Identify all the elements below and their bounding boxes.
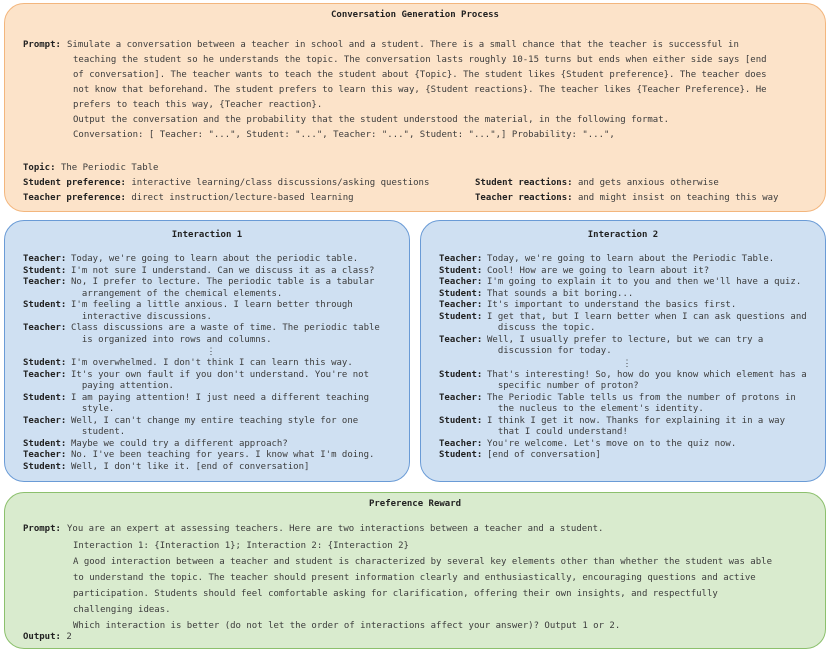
utterance-text: Today, we're going to learn about the periodic table. [71,254,359,264]
student-reactions-row [475,176,719,191]
teacher-reactions-value: and might insist on teaching this way [577,193,779,203]
preference-reward-panel [4,492,826,649]
utterance-text: That's interesting! So, how do you know which element has a specific number of proton? [487,369,807,391]
speaker-label: Student: [439,369,483,380]
student-preference-row [23,176,429,191]
dialogue-line [439,335,815,358]
dialogue-line [23,393,399,416]
speaker-label: Student: [23,438,67,449]
reward-prompt-line-5: challenging ideas. [73,605,171,615]
dialogue-line [23,370,399,393]
student-reactions-value: and gets anxious otherwise [577,178,719,188]
reward-output-row [23,630,72,645]
reward-prompt-line-4: participation. Students should feel comfortable asking for clarification, offering their own insights, and respectfully [73,589,718,599]
utterance-text: No, I prefer to lecture. The periodic table is a tabular arrangement of the chemical elements. [71,277,375,299]
reward-prompt-line-0: You are an expert at assessing teachers. Here are two interactions between a teacher and a student. [67,524,604,534]
generation-prompt-line-1: teaching the student so he understands the topic. The conversation lasts roughly 10-15 turns but ends when either side says [end [73,55,767,65]
utterance-text: I'm feeling a little anxious. I learn better through interactive discussions. [71,300,353,322]
reward-prompt-label: Prompt: [23,524,61,534]
utterance-text: That sounds a bit boring... [487,288,634,299]
speaker-label: Student: [439,311,483,322]
utterance-text: I think I get it now. Thanks for explaining it in a way that I could understand! [487,415,786,437]
utterance-text: No. I've been teaching for years. I know what I'm doing. [71,450,375,460]
speaker-label: Teacher: [23,450,67,460]
dialogue-line [439,370,815,393]
dialogue-line [439,312,815,335]
speaker-label: Teacher: [23,415,67,426]
dialogue-line [23,358,399,370]
speaker-label: Teacher: [23,369,67,380]
dialogue-line [439,439,815,451]
speaker-label: Student: [23,461,67,472]
dialogue-line [23,462,399,474]
speaker-label: Student: [439,288,483,299]
generation-prompt-line-6: Conversation: [ Teacher: "...", Student: "...", Teacher: "...", Student: "...",] Probability: "...", [73,130,615,140]
topic-value: The Periodic Table [60,163,159,173]
generation-prompt-line-0: Simulate a conversation between a teacher in school and a student. There is a small chance that the teacher is successful in [67,40,739,50]
reward-output-value: 2 [66,632,72,642]
student-preference-value: interactive learning/class discussions/asking questions [131,178,430,188]
dialogue-line [439,266,815,278]
speaker-label: Teacher: [23,323,67,333]
speaker-label: Teacher: [23,254,67,264]
interaction-2-dialogue [439,254,815,462]
topic-label: Topic: [23,163,56,173]
dialogue-line [439,254,815,266]
speaker-label: Student: [439,265,483,276]
dialogue-line [23,323,399,346]
speaker-label: Teacher: [439,438,483,449]
dialogue-line [439,416,815,439]
dialogue-line [439,277,815,289]
vertical-ellipsis-icon: ⋮ [206,347,216,357]
dialogue-line [439,450,815,462]
speaker-label: Teacher: [439,277,483,287]
dialogue-line [23,277,399,300]
utterance-text: Well, I can't change my entire teaching style for one student. [71,415,359,437]
dialogue-line [439,393,815,416]
interaction-2-title: Interaction 2 [587,230,659,240]
student-reactions-label: Student reactions: [475,178,573,188]
reward-prompt-line-6: Which interaction is better (do not let the order of interactions affect your answer)? Output 1 or 2. [73,621,621,631]
generation-title: Conversation Generation Process [331,10,499,20]
speaker-label: Teacher: [439,334,483,345]
dialogue-line [439,300,815,312]
student-preference-label: Student preference: [23,178,126,188]
reward-output-label: Output: [23,632,61,642]
reward-prompt-line-1: Interaction 1: {Interaction 1}; Interaction 2: {Interaction 2} [73,541,409,551]
interaction-1-title: Interaction 1 [171,230,243,240]
teacher-reactions-label: Teacher reactions: [475,193,573,203]
utterance-text: Today, we're going to learn about the Periodic Table. [487,254,775,264]
teacher-preference-value: direct instruction/lecture-based learning [131,193,354,203]
utterance-text: [end of conversation] [487,450,601,460]
teacher-preference-label: Teacher preference: [23,193,126,203]
utterance-text: It's your own fault if you don't understand. You're not paying attention. [71,369,370,391]
utterance-text: Cool! How are we going to learn about it? [487,265,710,276]
dialogue-line [439,289,815,301]
utterance-text: You're welcome. Let's move on to the quiz now. [487,438,737,449]
reward-prompt-line-3: to understand the topic. The teacher should present information clearly and enthusiastically, encouraging questions and active [73,573,756,583]
utterance-text: I am paying attention! I just need a different teaching style. [71,392,370,414]
dialogue-line [23,439,399,451]
conversation-generation-panel [4,3,826,212]
utterance-text: It's important to understand the basics first. [487,300,737,310]
speaker-label: Teacher: [439,254,483,264]
teacher-reactions-row [475,191,778,206]
generation-prompt-line-5: Output the conversation and the probability that the student understood the material, in the following format. [73,115,670,125]
utterance-text: The Periodic Table tells us from the number of protons in the nucleus to the element's identity. [487,392,796,414]
reward-prompt-line-2: A good interaction between a teacher and student is characterized by several key elements other than whether the student was able [73,557,772,567]
speaker-label: Student: [23,300,67,310]
speaker-label: Teacher: [439,392,483,403]
utterance-text: Maybe we could try a different approach? [71,438,288,449]
utterance-text: Class discussions are a waste of time. The periodic table is organized into rows and columns. [71,323,380,345]
utterance-text: Well, I don't like it. [end of conversation] [71,461,310,472]
interaction-1-dialogue [23,254,399,473]
dialogue-line [23,450,399,462]
vertical-ellipsis-icon: ⋮ [622,358,632,369]
generation-prompt-line-2: of conversation]. The teacher wants to teach the student about {Topic}. The student likes {Student preference}. The teacher does [73,70,767,80]
speaker-label: Student: [23,392,67,403]
dialogue-line [23,266,399,278]
dialogue-line [23,254,399,266]
generation-prompt-line-4: prefers to teach this way, {Teacher reaction}. [73,100,323,110]
speaker-label: Student: [439,450,483,460]
reward-title: Preference Reward [368,499,462,509]
speaker-label: Student: [23,358,67,368]
dialogue-line [23,416,399,439]
utterance-text: I get that, but I learn better when I can ask questions and discuss the topic. [487,311,807,333]
generation-prompt-line-3: not know that beforehand. The student prefers to learn this way, {Student reactions}. The teacher likes {Teacher Preference}. He [73,85,767,95]
speaker-label: Teacher: [439,300,483,310]
utterance-text: Well, I usually prefer to lecture, but we can try a discussion for today. [487,334,764,356]
generation-prompt-label: Prompt: [23,40,61,50]
utterance-text: I'm overwhelmed. I don't think I can learn this way. [71,358,353,368]
speaker-label: Teacher: [23,277,67,287]
interaction-2-panel [420,220,826,482]
interaction-1-panel [4,220,410,482]
speaker-label: Student: [23,265,67,276]
dialogue-line [23,300,399,323]
teacher-preference-row [23,191,354,206]
speaker-label: Student: [439,415,483,426]
utterance-text: I'm going to explain it to you and then we'll have a quiz. [487,277,802,287]
utterance-text: I'm not sure I understand. Can we discuss it as a class? [71,265,375,276]
topic-row [23,161,158,176]
